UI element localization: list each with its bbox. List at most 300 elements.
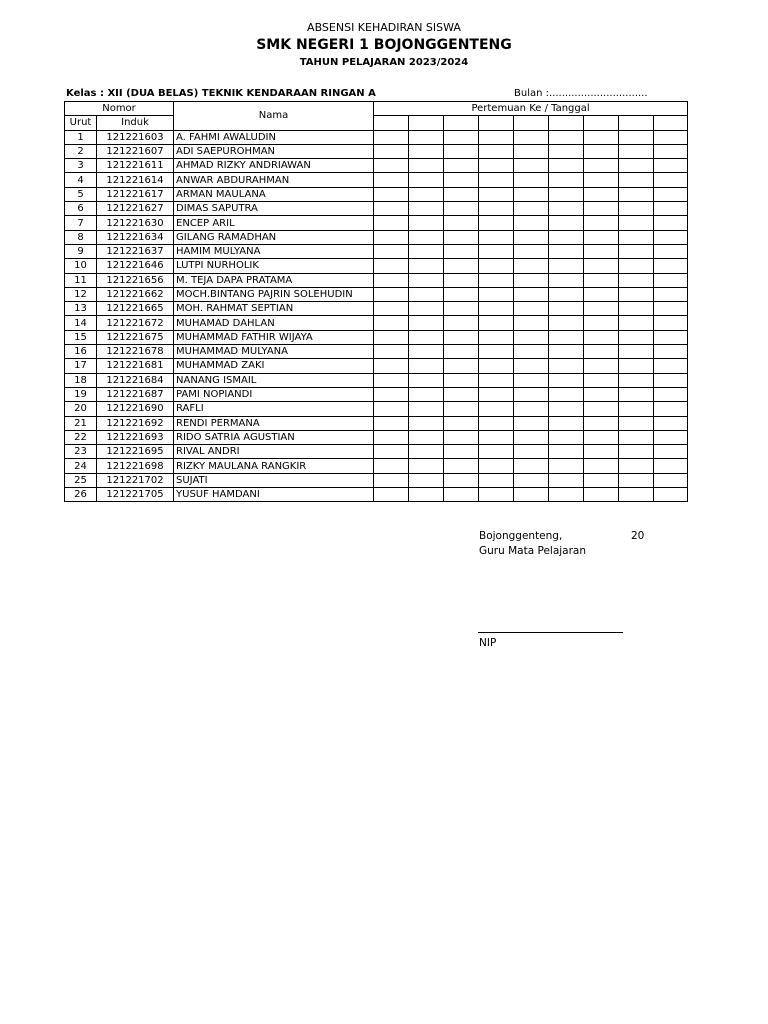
attendance-cell	[479, 144, 514, 158]
attendance-cell	[409, 316, 444, 330]
attendance-cell	[654, 316, 688, 330]
attendance-cell	[479, 173, 514, 187]
attendance-cell	[374, 144, 409, 158]
attendance-cell	[479, 130, 514, 144]
attendance-cell	[584, 244, 619, 258]
attendance-cell	[584, 287, 619, 301]
row-nama: ANWAR ABDURAHMAN	[174, 173, 374, 187]
attendance-cell	[409, 387, 444, 401]
attendance-cell	[514, 488, 549, 502]
row-nama: A. FAHMI AWALUDIN	[174, 130, 374, 144]
attendance-cell	[654, 130, 688, 144]
row-urut: 14	[65, 316, 97, 330]
signature-year: 20	[631, 530, 645, 542]
attendance-cell	[479, 216, 514, 230]
attendance-cell	[444, 359, 479, 373]
attendance-cell	[374, 402, 409, 416]
attendance-cell	[374, 230, 409, 244]
meeting-header-cell	[549, 116, 584, 130]
attendance-cell	[549, 144, 584, 158]
attendance-cell	[549, 345, 584, 359]
attendance-cell	[619, 159, 654, 173]
attendance-cell	[514, 430, 549, 444]
row-nama: AHMAD RIZKY ANDRIAWAN	[174, 159, 374, 173]
table-row	[65, 445, 688, 459]
attendance-cell	[549, 187, 584, 201]
attendance-cell	[444, 244, 479, 258]
attendance-cell	[549, 244, 584, 258]
row-induk: 121221603	[97, 130, 174, 144]
attendance-cell	[444, 287, 479, 301]
row-urut: 11	[65, 273, 97, 287]
attendance-cell	[444, 302, 479, 316]
meeting-header-cell	[514, 116, 549, 130]
table-row	[65, 402, 688, 416]
attendance-cell	[374, 473, 409, 487]
attendance-cell	[549, 302, 584, 316]
row-induk: 121221693	[97, 430, 174, 444]
meeting-header-cell	[479, 116, 514, 130]
row-induk: 121221684	[97, 373, 174, 387]
attendance-cell	[409, 330, 444, 344]
row-induk: 121221692	[97, 416, 174, 430]
attendance-cell	[444, 230, 479, 244]
attendance-cell	[374, 387, 409, 401]
attendance-cell	[549, 488, 584, 502]
attendance-cell	[619, 316, 654, 330]
row-urut: 10	[65, 259, 97, 273]
attendance-cell	[584, 459, 619, 473]
table-row	[65, 302, 688, 316]
attendance-cell	[584, 445, 619, 459]
header-urut: Urut	[65, 116, 97, 130]
row-induk: 121221662	[97, 287, 174, 301]
row-urut: 6	[65, 202, 97, 216]
attendance-cell	[654, 345, 688, 359]
row-nama: ARMAN MAULANA	[174, 187, 374, 201]
row-nama: RENDI PERMANA	[174, 416, 374, 430]
attendance-cell	[654, 402, 688, 416]
attendance-cell	[584, 273, 619, 287]
row-induk: 121221617	[97, 187, 174, 201]
row-induk: 121221687	[97, 387, 174, 401]
attendance-cell	[444, 130, 479, 144]
attendance-cell	[619, 459, 654, 473]
row-urut: 4	[65, 173, 97, 187]
month-label: Bulan :...............................	[514, 88, 648, 99]
table-row	[65, 387, 688, 401]
attendance-cell	[514, 187, 549, 201]
attendance-cell	[514, 359, 549, 373]
attendance-cell	[374, 330, 409, 344]
attendance-cell	[549, 316, 584, 330]
attendance-cell	[514, 173, 549, 187]
attendance-cell	[654, 187, 688, 201]
attendance-cell	[549, 230, 584, 244]
attendance-cell	[549, 459, 584, 473]
attendance-cell	[514, 202, 549, 216]
attendance-cell	[409, 445, 444, 459]
attendance-cell	[514, 144, 549, 158]
attendance-cell	[514, 287, 549, 301]
attendance-cell	[619, 202, 654, 216]
row-nama: ADI SAEPUROHMAN	[174, 144, 374, 158]
attendance-cell	[444, 330, 479, 344]
attendance-cell	[409, 345, 444, 359]
row-nama: PAMI NOPIANDI	[174, 387, 374, 401]
table-row	[65, 430, 688, 444]
attendance-cell	[619, 259, 654, 273]
row-urut: 8	[65, 230, 97, 244]
attendance-cell	[549, 202, 584, 216]
row-urut: 17	[65, 359, 97, 373]
attendance-cell	[584, 259, 619, 273]
attendance-cell	[444, 416, 479, 430]
attendance-cell	[444, 373, 479, 387]
table-row	[65, 187, 688, 201]
attendance-cell	[479, 459, 514, 473]
row-urut: 18	[65, 373, 97, 387]
attendance-cell	[409, 287, 444, 301]
attendance-cell	[584, 202, 619, 216]
table-row	[65, 159, 688, 173]
meeting-header-cell	[654, 116, 688, 130]
attendance-cell	[654, 173, 688, 187]
attendance-cell	[444, 345, 479, 359]
row-nama: MOCH.BINTANG PAJRIN SOLEHUDIN	[174, 287, 374, 301]
attendance-cell	[654, 144, 688, 158]
attendance-cell	[654, 202, 688, 216]
attendance-cell	[619, 187, 654, 201]
row-induk: 121221665	[97, 302, 174, 316]
attendance-cell	[619, 216, 654, 230]
attendance-cell	[444, 316, 479, 330]
attendance-cell	[409, 259, 444, 273]
attendance-cell	[479, 488, 514, 502]
attendance-cell	[374, 416, 409, 430]
attendance-cell	[654, 330, 688, 344]
row-nama: LUTPI NURHOLIK	[174, 259, 374, 273]
attendance-cell	[514, 373, 549, 387]
attendance-cell	[619, 144, 654, 158]
row-nama: GILANG RAMADHAN	[174, 230, 374, 244]
table-row	[65, 416, 688, 430]
row-nama: RIDO SATRIA AGUSTIAN	[174, 430, 374, 444]
attendance-cell	[654, 273, 688, 287]
attendance-cell	[479, 359, 514, 373]
attendance-cell	[479, 202, 514, 216]
attendance-cell	[409, 273, 444, 287]
header-pertemuan: Pertemuan Ke / Tanggal	[374, 102, 688, 116]
attendance-cell	[374, 216, 409, 230]
table-row	[65, 488, 688, 502]
attendance-cell	[479, 330, 514, 344]
attendance-cell	[619, 416, 654, 430]
attendance-cell	[374, 316, 409, 330]
row-urut: 3	[65, 159, 97, 173]
attendance-cell	[409, 488, 444, 502]
attendance-cell	[654, 373, 688, 387]
attendance-cell	[409, 459, 444, 473]
row-nama: RAFLI	[174, 402, 374, 416]
attendance-cell	[584, 430, 619, 444]
attendance-cell	[374, 259, 409, 273]
row-induk: 121221698	[97, 459, 174, 473]
row-urut: 2	[65, 144, 97, 158]
row-urut: 23	[65, 445, 97, 459]
table-row	[65, 316, 688, 330]
row-induk: 121221630	[97, 216, 174, 230]
attendance-cell	[584, 159, 619, 173]
attendance-cell	[619, 273, 654, 287]
row-induk: 121221672	[97, 316, 174, 330]
attendance-cell	[514, 387, 549, 401]
table-row	[65, 244, 688, 258]
attendance-cell	[619, 244, 654, 258]
attendance-cell	[479, 373, 514, 387]
attendance-cell	[409, 416, 444, 430]
row-urut: 16	[65, 345, 97, 359]
attendance-cell	[514, 302, 549, 316]
attendance-cell	[479, 387, 514, 401]
table-row	[65, 259, 688, 273]
attendance-cell	[374, 244, 409, 258]
row-nama: MUHAMMAD MULYANA	[174, 345, 374, 359]
attendance-cell	[549, 216, 584, 230]
attendance-cell	[374, 430, 409, 444]
attendance-cell	[374, 202, 409, 216]
row-urut: 20	[65, 402, 97, 416]
attendance-cell	[584, 187, 619, 201]
row-urut: 1	[65, 130, 97, 144]
attendance-cell	[409, 202, 444, 216]
attendance-cell	[619, 373, 654, 387]
attendance-cell	[619, 359, 654, 373]
attendance-cell	[549, 330, 584, 344]
row-urut: 7	[65, 216, 97, 230]
attendance-cell	[409, 402, 444, 416]
attendance-cell	[549, 402, 584, 416]
attendance-cell	[584, 302, 619, 316]
table-row	[65, 359, 688, 373]
attendance-cell	[654, 359, 688, 373]
attendance-cell	[619, 445, 654, 459]
row-induk: 121221681	[97, 359, 174, 373]
row-nama: ENCEP ARIL	[174, 216, 374, 230]
table-row	[65, 373, 688, 387]
attendance-cell	[479, 316, 514, 330]
attendance-cell	[374, 373, 409, 387]
attendance-cell	[584, 416, 619, 430]
attendance-cell	[654, 230, 688, 244]
row-induk: 121221702	[97, 473, 174, 487]
attendance-cell	[549, 416, 584, 430]
attendance-cell	[549, 159, 584, 173]
attendance-cell	[584, 387, 619, 401]
attendance-cell	[444, 216, 479, 230]
attendance-cell	[514, 345, 549, 359]
attendance-cell	[444, 144, 479, 158]
attendance-cell	[549, 173, 584, 187]
row-nama: MUHAMMAD FATHIR WIJAYA	[174, 330, 374, 344]
row-nama: MUHAMMAD ZAKI	[174, 359, 374, 373]
attendance-cell	[584, 316, 619, 330]
row-induk: 121221675	[97, 330, 174, 344]
row-induk: 121221695	[97, 445, 174, 459]
row-nama: NANANG ISMAIL	[174, 373, 374, 387]
attendance-cell	[619, 287, 654, 301]
attendance-cell	[584, 216, 619, 230]
attendance-cell	[619, 473, 654, 487]
attendance-cell	[514, 216, 549, 230]
attendance-cell	[514, 159, 549, 173]
meeting-header-cell	[409, 116, 444, 130]
attendance-cell	[444, 259, 479, 273]
meeting-header-cell	[619, 116, 654, 130]
attendance-cell	[584, 173, 619, 187]
attendance-cell	[409, 302, 444, 316]
attendance-cell	[444, 459, 479, 473]
attendance-cell	[654, 473, 688, 487]
attendance-cell	[549, 430, 584, 444]
attendance-cell	[479, 187, 514, 201]
attendance-cell	[584, 230, 619, 244]
attendance-cell	[619, 402, 654, 416]
table-row	[65, 230, 688, 244]
attendance-cell	[444, 159, 479, 173]
table-row	[65, 459, 688, 473]
attendance-cell	[549, 445, 584, 459]
attendance-cell	[444, 173, 479, 187]
attendance-cell	[409, 359, 444, 373]
header-nama: Nama	[174, 102, 374, 131]
row-induk: 121221607	[97, 144, 174, 158]
attendance-cell	[479, 345, 514, 359]
attendance-cell	[444, 202, 479, 216]
attendance-cell	[654, 244, 688, 258]
attendance-cell	[479, 302, 514, 316]
attendance-cell	[584, 373, 619, 387]
table-row	[65, 173, 688, 187]
attendance-cell	[444, 402, 479, 416]
attendance-cell	[619, 488, 654, 502]
attendance-cell	[654, 387, 688, 401]
attendance-cell	[514, 130, 549, 144]
row-urut: 22	[65, 430, 97, 444]
row-induk: 121221646	[97, 259, 174, 273]
attendance-cell	[514, 330, 549, 344]
attendance-cell	[514, 316, 549, 330]
attendance-cell	[619, 230, 654, 244]
attendance-cell	[584, 473, 619, 487]
attendance-cell	[549, 130, 584, 144]
row-nama: M. TEJA DAPA PRATAMA	[174, 273, 374, 287]
school-name: SMK NEGERI 1 BOJONGGENTENG	[256, 37, 512, 53]
attendance-cell	[549, 387, 584, 401]
attendance-cell	[549, 273, 584, 287]
attendance-cell	[549, 287, 584, 301]
attendance-cell	[479, 259, 514, 273]
academic-year: TAHUN PELAJARAN 2023/2024	[299, 57, 469, 68]
row-nama: MUHAMAD DAHLAN	[174, 316, 374, 330]
attendance-cell	[479, 416, 514, 430]
attendance-cell	[584, 130, 619, 144]
attendance-table	[64, 101, 688, 502]
signature-place: Bojonggenteng,	[479, 530, 563, 542]
table-row	[65, 202, 688, 216]
attendance-cell	[409, 159, 444, 173]
table-row	[65, 473, 688, 487]
attendance-cell	[619, 345, 654, 359]
meeting-header-cell	[374, 116, 409, 130]
attendance-cell	[584, 402, 619, 416]
attendance-cell	[514, 259, 549, 273]
attendance-cell	[444, 187, 479, 201]
attendance-cell	[444, 430, 479, 444]
row-nama: SUJATI	[174, 473, 374, 487]
attendance-cell	[654, 287, 688, 301]
header-nomor: Nomor	[65, 102, 174, 116]
attendance-cell	[619, 330, 654, 344]
row-urut: 21	[65, 416, 97, 430]
attendance-cell	[619, 430, 654, 444]
row-induk: 121221690	[97, 402, 174, 416]
attendance-cell	[409, 173, 444, 187]
attendance-cell	[409, 430, 444, 444]
attendance-cell	[514, 244, 549, 258]
row-nama: RIZKY MAULANA RANGKIR	[174, 459, 374, 473]
table-row	[65, 130, 688, 144]
row-urut: 15	[65, 330, 97, 344]
attendance-cell	[654, 259, 688, 273]
attendance-cell	[619, 130, 654, 144]
attendance-cell	[514, 459, 549, 473]
attendance-cell	[514, 230, 549, 244]
attendance-cell	[409, 144, 444, 158]
attendance-cell	[654, 216, 688, 230]
attendance-cell	[479, 159, 514, 173]
header-induk: Induk	[97, 116, 174, 130]
attendance-cell	[654, 459, 688, 473]
attendance-cell	[654, 159, 688, 173]
table-row	[65, 345, 688, 359]
meeting-header-cell	[584, 116, 619, 130]
table-row	[65, 287, 688, 301]
row-nama: YUSUF HAMDANI	[174, 488, 374, 502]
attendance-cell	[374, 287, 409, 301]
attendance-cell	[444, 387, 479, 401]
attendance-cell	[444, 445, 479, 459]
meeting-header-cell	[444, 116, 479, 130]
attendance-cell	[549, 359, 584, 373]
attendance-cell	[619, 302, 654, 316]
attendance-cell	[584, 144, 619, 158]
attendance-cell	[374, 302, 409, 316]
signature-nip: NIP	[479, 637, 497, 649]
attendance-cell	[514, 416, 549, 430]
attendance-cell	[479, 287, 514, 301]
attendance-cell	[444, 473, 479, 487]
row-urut: 26	[65, 488, 97, 502]
attendance-cell	[584, 488, 619, 502]
attendance-cell	[374, 273, 409, 287]
class-label: Kelas : XII (DUA BELAS) TEKNIK KENDARAAN RINGAN A	[66, 88, 376, 99]
attendance-cell	[479, 230, 514, 244]
row-nama: RIVAL ANDRI	[174, 445, 374, 459]
attendance-cell	[374, 459, 409, 473]
attendance-cell	[654, 416, 688, 430]
attendance-cell	[409, 244, 444, 258]
